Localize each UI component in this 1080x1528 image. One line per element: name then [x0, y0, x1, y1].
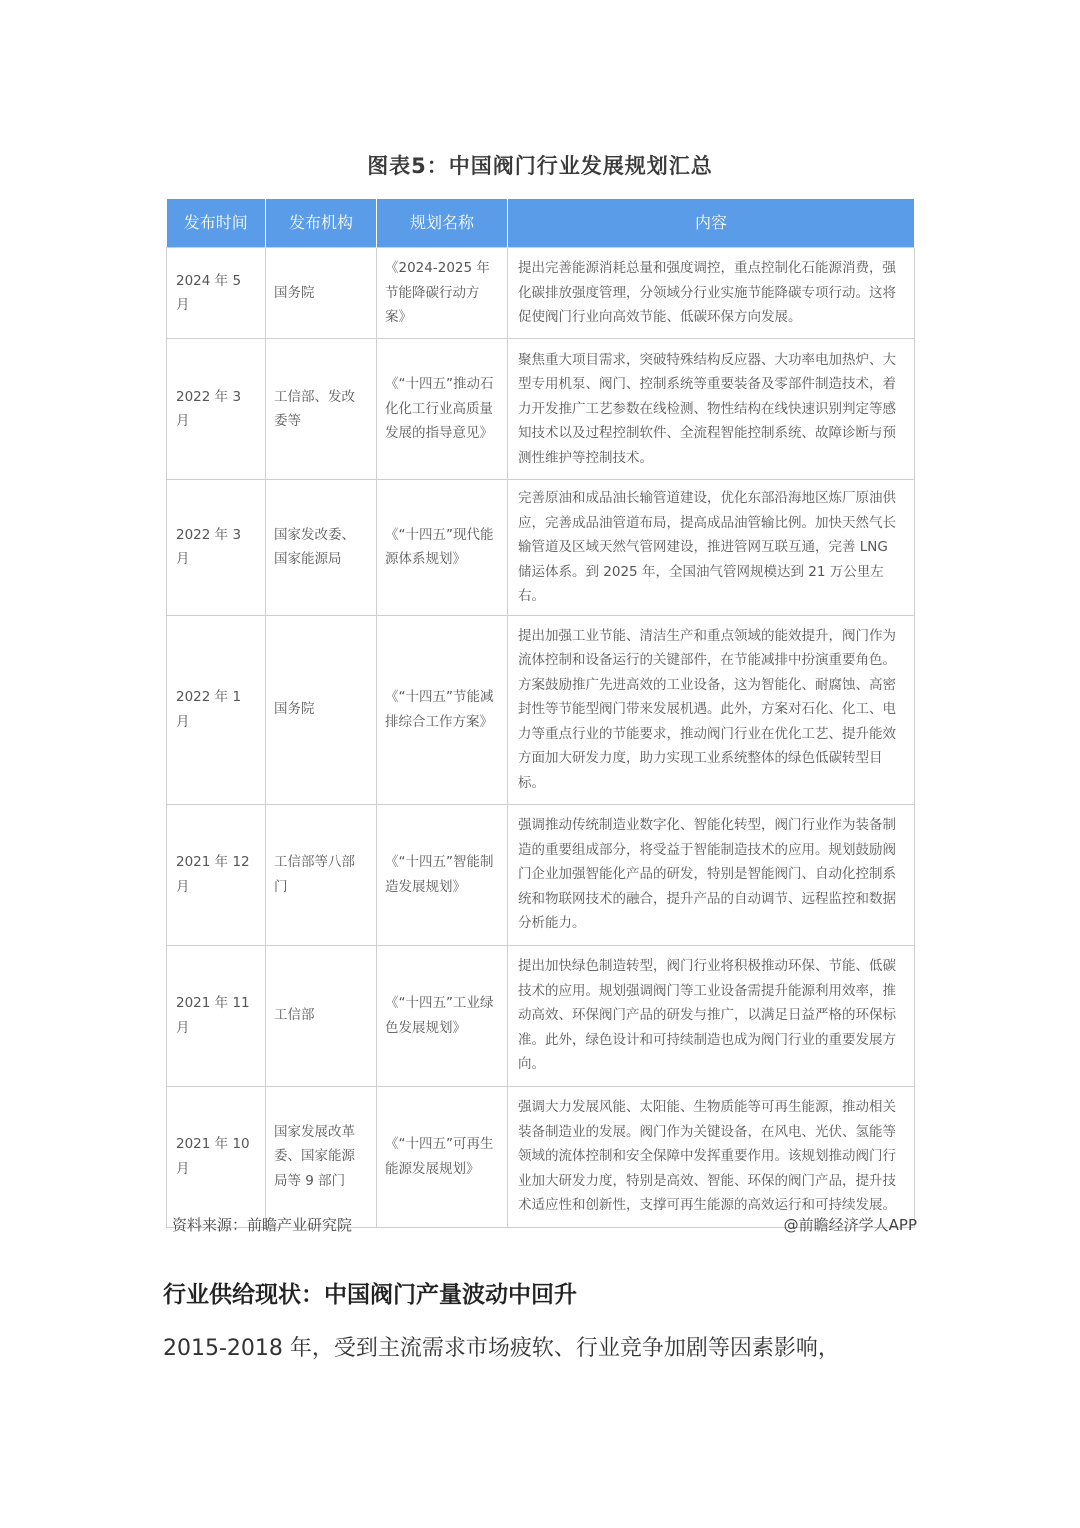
source-credit: @前瞻经济学人APP [783, 1216, 917, 1234]
planning-table [166, 199, 915, 1228]
cell-date: 2022 年 1 月 [167, 615, 266, 804]
body-paragraph: 2015-2018 年，受到主流需求市场疲软、行业竞争加剧等因素影响， [163, 1336, 840, 1361]
cell-agency: 国务院 [266, 248, 377, 339]
header-plan: 规划名称 [377, 199, 508, 248]
table-header-row [167, 199, 915, 248]
section-heading: 行业供给现状：中国阀门产量波动中回升 [163, 1282, 577, 1308]
cell-date: 2021 年 12 月 [167, 804, 266, 945]
table-row [167, 480, 915, 616]
cell-content: 提出完善能源消耗总量和强度调控，重点控制化石能源消费，强化碳排放强度管理，分领域分行业实施节能降碳专项行动。这将促使阀门行业向高效节能、低碳环保方向发展。 [508, 248, 915, 339]
table-row [167, 339, 915, 480]
source-label: 资料来源：前瞻产业研究院 [172, 1216, 353, 1234]
cell-content: 聚焦重大项目需求，突破特殊结构反应器、大功率电加热炉、大型专用机泵、阀门、控制系统等重要装备及零部件制造技术，着力开发推广工艺参数在线检测、物性结构在线快速识别判定等感知技术以及过程控制软件、全流程智能控制系统、故障诊断与预测性维护等控制技术。 [508, 339, 915, 480]
cell-agency: 国务院 [266, 615, 377, 804]
cell-plan: 《“十四五”可再生能源发展规划》 [377, 1086, 508, 1227]
cell-plan: 《2024-2025 年节能降碳行动方案》 [377, 248, 508, 339]
table-row [167, 945, 915, 1086]
cell-content: 提出加强工业节能、清洁生产和重点领域的能效提升，阀门作为流体控制和设备运行的关键部件，在节能减排中扮演重要角色。方案鼓励推广先进高效的工业设备，这为智能化、耐腐蚀、高密封性等节能型阀门带来发展机遇。此外，方案对石化、化工、电力等重点行业的节能要求，推动阀门行业在优化工艺、提升能效方面加大研发力度，助力实现工业系统整体的绿色低碳转型目标。 [508, 615, 915, 804]
cell-date: 2021 年 11 月 [167, 945, 266, 1086]
cell-content: 提出加快绿色制造转型，阀门行业将积极推动环保、节能、低碳技术的应用。规划强调阀门等工业设备需提升能源利用效率，推动高效、环保阀门产品的研发与推广，以满足日益严格的环保标准。此外，绿色设计和可持续制造也成为阀门行业的重要发展方向。 [508, 945, 915, 1086]
header-agency: 发布机构 [266, 199, 377, 248]
header-content: 内容 [508, 199, 915, 248]
cell-date: 2021 年 10 月 [167, 1086, 266, 1227]
cell-plan: 《“十四五”智能制造发展规划》 [377, 804, 508, 945]
cell-agency: 工信部 [266, 945, 377, 1086]
table-row [167, 615, 915, 804]
cell-agency: 工信部等八部门 [266, 804, 377, 945]
cell-agency: 国家发展改革委、国家能源局等 9 部门 [266, 1086, 377, 1227]
cell-date: 2022 年 3 月 [167, 339, 266, 480]
header-date: 发布时间 [167, 199, 266, 248]
cell-agency: 国家发改委、国家能源局 [266, 480, 377, 616]
cell-agency: 工信部、发改委等 [266, 339, 377, 480]
cell-plan: 《“十四五”工业绿色发展规划》 [377, 945, 508, 1086]
table-row [167, 1086, 915, 1227]
table-row [167, 248, 915, 339]
cell-date: 2022 年 3 月 [167, 480, 266, 616]
cell-content: 强调推动传统制造业数字化、智能化转型，阀门行业作为装备制造的重要组成部分，将受益于智能制造技术的应用。规划鼓励阀门企业加强智能化产品的研发，特别是智能阀门、自动化控制系统和物联网技术的融合，提升产品的自动调节、远程监控和数据分析能力。 [508, 804, 915, 945]
cell-date: 2024 年 5 月 [167, 248, 266, 339]
cell-plan: 《“十四五”节能减排综合工作方案》 [377, 615, 508, 804]
cell-plan: 《“十四五”现代能源体系规划》 [377, 480, 508, 616]
cell-content: 完善原油和成品油长输管道建设，优化东部沿海地区炼厂原油供应，完善成品油管道布局，提高成品油管输比例。加快天然气长输管道及区域天然气管网建设，推进管网互联互通，完善 LNG 储运体系。到 2025 年，全国油气管网规模达到 21 万公里左右。 [508, 480, 915, 616]
cell-content: 强调大力发展风能、太阳能、生物质能等可再生能源，推动相关装备制造业的发展。阀门作为关键设备，在风电、光伏、氢能等领域的流体控制和安全保障中发挥重要作用。该规划推动阀门行业加大研发力度，特别是高效、智能、环保的阀门产品，提升技术适应性和创新性，支撑可再生能源的高效运行和可持续发展。 [508, 1086, 915, 1227]
chart-title: 图表5：中国阀门行业发展规划汇总 [367, 154, 713, 178]
table-row [167, 804, 915, 945]
cell-plan: 《“十四五”推动石化化工行业高质量发展的指导意见》 [377, 339, 508, 480]
